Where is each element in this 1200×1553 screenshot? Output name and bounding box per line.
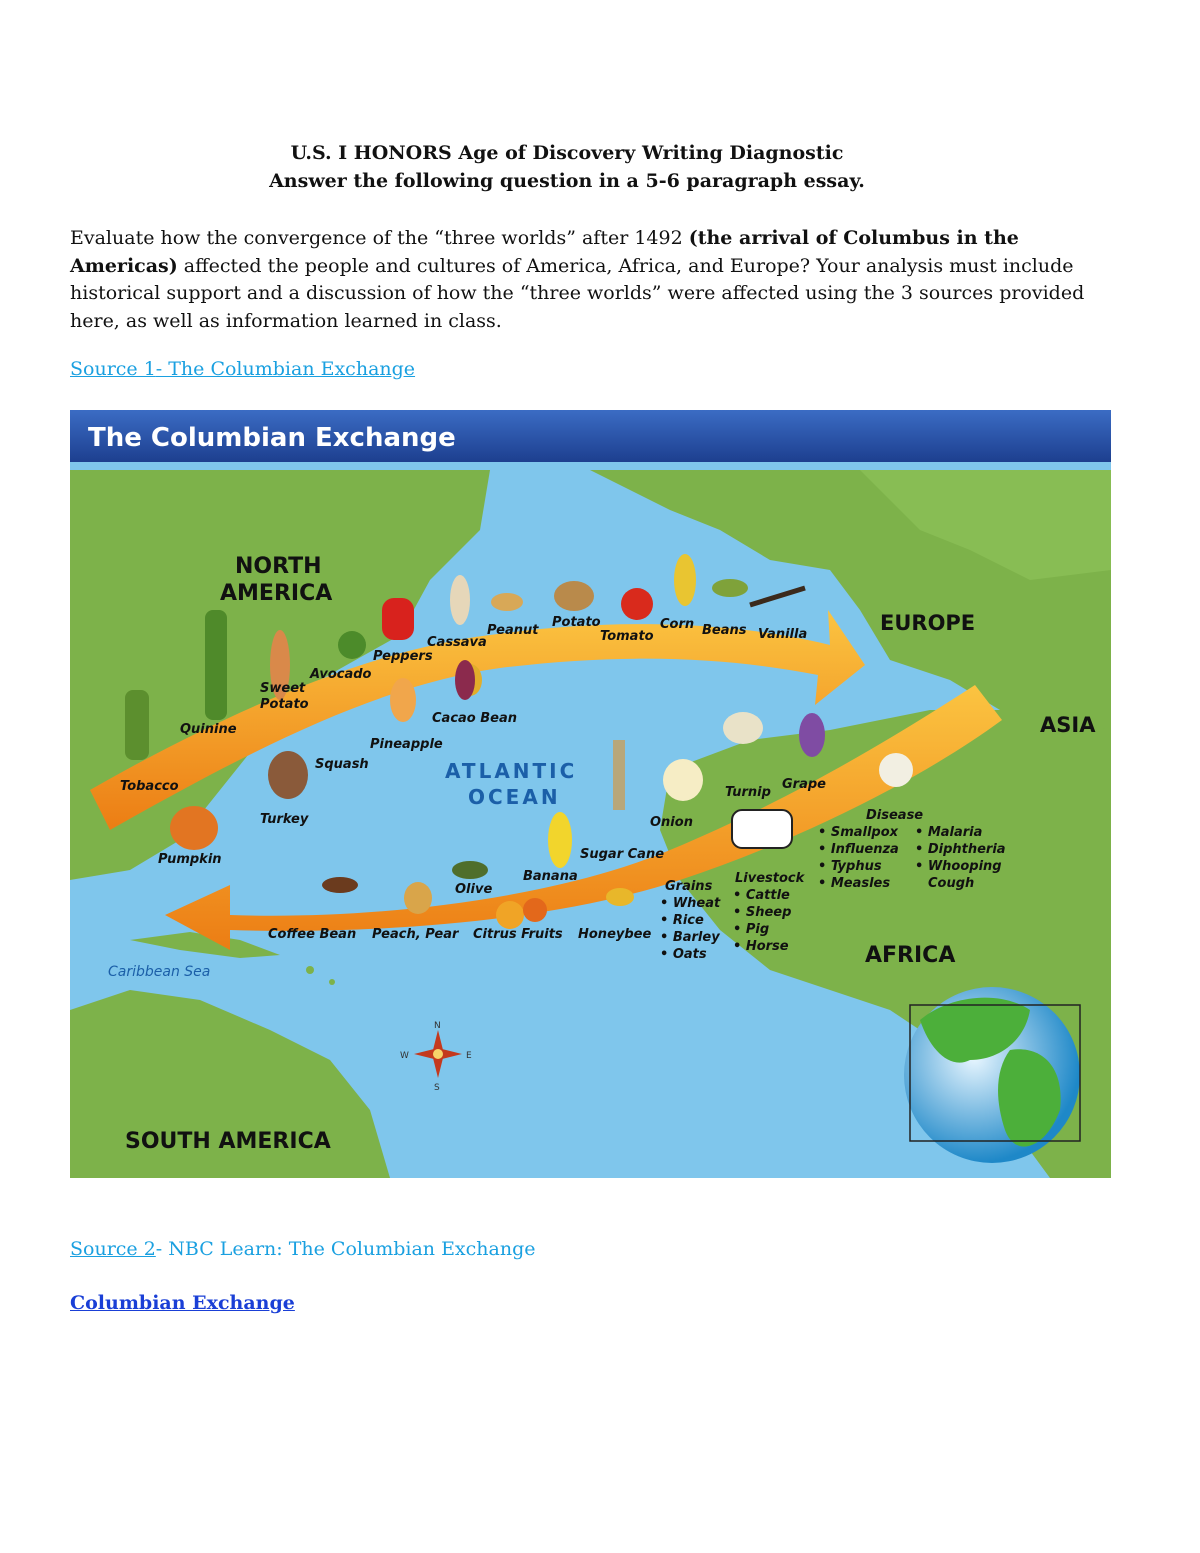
label-potato: Potato: [552, 615, 601, 630]
essay-prompt: [70, 225, 1130, 335]
label-squash: Squash: [315, 757, 369, 772]
columbian-exchange-map: [70, 410, 1111, 1178]
label-beans: Beans: [702, 623, 747, 638]
label-peppers: Peppers: [373, 649, 433, 664]
source-1-link[interactable]: Source 1: [70, 358, 156, 380]
label-potato-sweet: Potato: [260, 697, 309, 712]
label-vanilla: Vanilla: [758, 627, 808, 642]
label-turnip: Turnip: [725, 785, 771, 800]
doc-title-line-2: Answer the following question in a 5-6 paragraph essay.: [269, 170, 865, 192]
label-pig: • Pig: [733, 922, 770, 937]
label-sugar-cane: Sugar Cane: [580, 847, 665, 862]
source-1-heading: [70, 358, 415, 380]
label-diphtheria: • Diphtheria: [915, 842, 1006, 857]
label-avocado: Avocado: [310, 667, 372, 682]
label-whooping: • Whooping: [915, 859, 1002, 874]
doc-title-line-1: U.S. I HONORS Age of Discovery Writing Diagnostic: [290, 142, 844, 164]
label-rice: • Rice: [660, 913, 704, 928]
label-south-america: SOUTH AMERICA: [125, 1129, 331, 1154]
label-cough: Cough: [928, 876, 975, 891]
label-peanut: Peanut: [487, 623, 539, 638]
source-2-heading: [70, 1238, 536, 1260]
prompt-text-2: affected the people and cultures of America, Africa, and Europe? Your analysis must include historical support and a discussion of how the “three worlds” were affected using the 3 sources provided here, as well as information learned in class.: [70, 254, 1085, 332]
columbian-exchange-link[interactable]: Columbian Exchange: [70, 1292, 295, 1314]
label-measles: • Measles: [818, 876, 891, 891]
label-quinine: Quinine: [180, 722, 237, 737]
label-citrus-fruits: Citrus Fruits: [473, 927, 563, 942]
label-america: AMERICA: [220, 581, 333, 606]
label-corn: Corn: [660, 617, 695, 632]
label-tomato: Tomato: [600, 629, 654, 644]
label-olive: Olive: [455, 882, 493, 897]
label-cacao-bean: Cacao Bean: [432, 711, 518, 726]
compass-s: S: [434, 1083, 440, 1093]
label-ocean: OCEAN: [468, 785, 561, 809]
prompt-text-1: Evaluate how the convergence of the “three worlds” after 1492: [70, 227, 689, 249]
label-north: NORTH: [235, 554, 322, 579]
label-onion: Onion: [650, 815, 693, 830]
locator-globe-icon: [904, 987, 1080, 1163]
source-2-text: - NBC Learn: The Columbian Exchange: [155, 1238, 536, 1260]
label-europe: EUROPE: [880, 611, 976, 635]
label-banana: Banana: [523, 869, 578, 884]
label-asia: ASIA: [1040, 713, 1096, 737]
map-title: The Columbian Exchange: [88, 423, 456, 453]
label-peach-pear: Peach, Pear: [372, 927, 459, 942]
label-cattle: • Cattle: [733, 888, 790, 903]
label-smallpox: • Smallpox: [818, 825, 899, 840]
label-cassava: Cassava: [427, 635, 487, 650]
label-typhus: • Typhus: [818, 859, 882, 874]
label-disease: Disease: [866, 808, 924, 823]
label-oats: • Oats: [660, 947, 707, 962]
label-tobacco: Tobacco: [120, 779, 179, 794]
label-barley: • Barley: [660, 930, 720, 945]
label-wheat: • Wheat: [660, 896, 721, 911]
label-pumpkin: Pumpkin: [158, 852, 222, 867]
label-grains: Grains: [665, 879, 713, 894]
label-atlantic: ATLANTIC: [445, 759, 578, 783]
label-horse: • Horse: [733, 939, 789, 954]
source-2-link[interactable]: Source 2: [70, 1238, 156, 1260]
label-coffee-bean: Coffee Bean: [268, 927, 357, 942]
label-influenza: • Influenza: [818, 842, 899, 857]
label-honeybee: Honeybee: [578, 927, 652, 942]
island: [329, 979, 335, 985]
label-caribbean: Caribbean Sea: [108, 964, 211, 980]
source-1-text: - The Columbian Exchange: [155, 358, 416, 380]
compass-e: E: [466, 1051, 472, 1061]
label-malaria: • Malaria: [915, 825, 983, 840]
compass-w: W: [400, 1051, 409, 1061]
compass-n: N: [434, 1021, 441, 1031]
label-grape: Grape: [782, 777, 826, 792]
label-africa: AFRICA: [865, 943, 956, 968]
label-sheep: • Sheep: [733, 905, 792, 920]
label-pineapple: Pineapple: [370, 737, 443, 752]
label-turkey: Turkey: [260, 812, 309, 827]
label-sweet: Sweet: [260, 681, 306, 696]
prompt-bold: (the arrival of Columbus in the Americas): [70, 227, 1019, 277]
label-livestock: Livestock: [735, 871, 805, 886]
island: [306, 966, 314, 974]
